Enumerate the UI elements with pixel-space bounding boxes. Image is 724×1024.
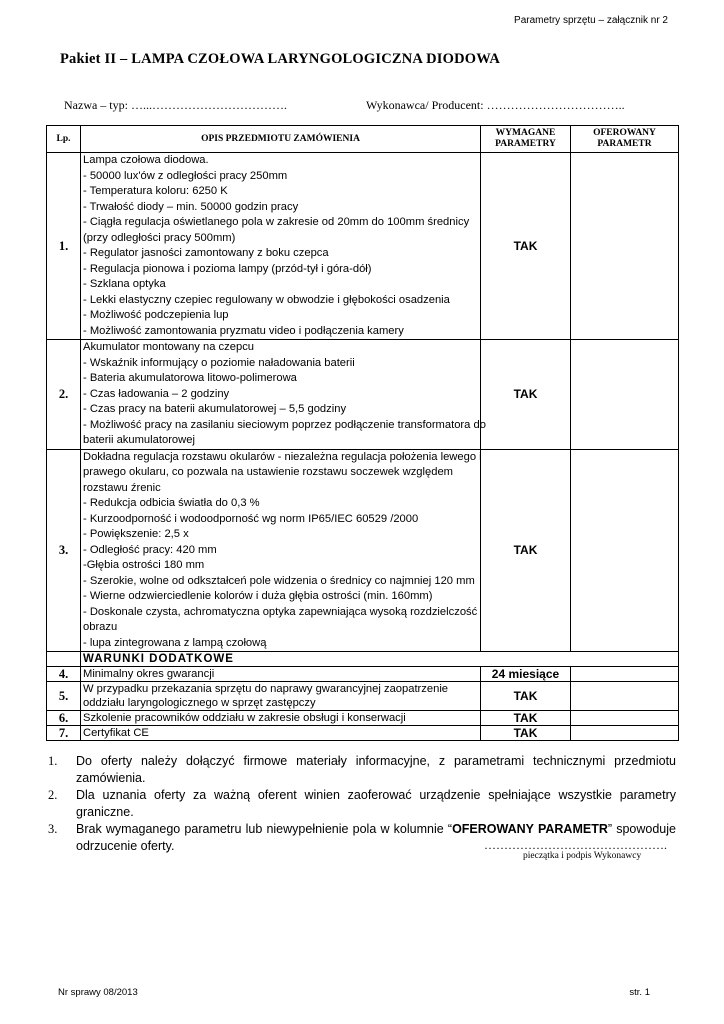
description-line: -Głębia ostrości 180 mm bbox=[83, 559, 205, 571]
meta-line bbox=[64, 98, 684, 113]
description-line: - Doskonale czysta, achromatyczna optyka zapewniająca wysoką rozdzielczość bbox=[83, 605, 478, 618]
row-description bbox=[81, 153, 481, 340]
row-required: 24 miesiące bbox=[481, 667, 571, 682]
row-number: 6. bbox=[47, 711, 81, 726]
note-emphasis: OFEROWANY PARAMETR bbox=[452, 822, 608, 836]
row-offered-field[interactable] bbox=[571, 340, 679, 450]
row-description bbox=[81, 726, 481, 741]
row-required: TAK bbox=[481, 340, 571, 450]
description-line: - Trwałość diody – min. 50000 godzin pracy bbox=[83, 200, 299, 213]
section-row bbox=[47, 652, 679, 667]
row-number: 2. bbox=[47, 340, 81, 450]
page-title: Pakiet II – LAMPA CZOŁOWA LARYNGOLOGICZNA DIODOWA bbox=[60, 51, 501, 67]
table-row bbox=[47, 711, 679, 726]
description-line: - Możliwość podczepienia lup bbox=[83, 309, 229, 321]
description-line: - Temperatura koloru: 6250 K bbox=[83, 185, 228, 197]
description-line: - Bateria akumulatorowa litowo-polimerowa bbox=[83, 372, 297, 384]
description-line: - 50000 lux'ów z odległości pracy 250mm bbox=[83, 169, 288, 182]
signature-label: pieczątka i podpis Wykonawcy bbox=[523, 851, 642, 861]
table-row bbox=[47, 153, 679, 340]
description-line: Lampa czołowa diodowa. bbox=[83, 154, 209, 166]
description-line: - Odległość pracy: 420 mm bbox=[83, 543, 217, 556]
note-text: Dla uznania oferty za ważną oferent winien zaoferować urządzenie spełniające wszystkie parametry graniczne. bbox=[76, 788, 676, 819]
description-line: baterii akumulatorowej bbox=[83, 434, 195, 446]
table-row bbox=[47, 726, 679, 741]
description-line: - Szklana optyka bbox=[83, 278, 166, 290]
description-line: - Lekki elastyczny czepiec regulowany w obwodzie i głębokości osadzenia bbox=[83, 293, 450, 306]
signature-line: ………………………………………. bbox=[484, 838, 667, 852]
description-line: - Możliwość zamontowania pryzmatu video i podłączenia kamery bbox=[83, 324, 404, 337]
row-number: 3. bbox=[47, 449, 81, 652]
row-offered-field[interactable] bbox=[571, 449, 679, 652]
row-offered-field[interactable] bbox=[571, 667, 679, 682]
row-description bbox=[81, 449, 481, 652]
note-number: 3. bbox=[48, 822, 58, 836]
description-line: - lupa zintegrowana z lampą czołową bbox=[83, 636, 267, 649]
description-line: Minimalny okres gwarancji bbox=[83, 668, 215, 680]
row-number: 7. bbox=[47, 726, 81, 741]
specification-table bbox=[46, 125, 679, 741]
header-lp: Lp. bbox=[47, 126, 81, 153]
section-label: WARUNKI DODATKOWE bbox=[81, 652, 679, 667]
row-required: TAK bbox=[481, 682, 571, 711]
description-line: - Kurzoodporność i wodoodporność wg norm IP65/IEC 60529 /2000 bbox=[83, 512, 419, 525]
note-text: ” spowoduje odrzucenie oferty. bbox=[76, 822, 676, 853]
table-row bbox=[47, 682, 679, 711]
description-line: - Regulacja pionowa i pozioma lampy (przód-tył i góra-dół) bbox=[83, 262, 372, 275]
row-description bbox=[81, 711, 481, 726]
table-row bbox=[47, 667, 679, 682]
description-line: - Wskaźnik informujący o poziomie naładowania baterii bbox=[83, 356, 355, 369]
description-line: oddziału laryngologicznego w sprzęt zastępczy bbox=[83, 697, 316, 709]
description-line: W przypadku przekazania sprzętu do naprawy gwarancyjnej zaopatrzenie bbox=[83, 683, 449, 695]
row-description bbox=[81, 340, 486, 450]
row-number: 4. bbox=[47, 667, 81, 682]
row-offered-field[interactable] bbox=[571, 711, 679, 726]
header-offered: OFEROWANY PARAMETR bbox=[571, 126, 679, 153]
description-line: Certyfikat CE bbox=[83, 727, 149, 739]
row-number: 5. bbox=[47, 682, 81, 711]
note-item bbox=[48, 753, 676, 787]
description-line: - Czas pracy na baterii akumulatorowej – 5,5 godziny bbox=[83, 403, 347, 415]
name-type-field: Nazwa – typ: …...……………………………. bbox=[64, 98, 287, 112]
note-number: 2. bbox=[48, 788, 58, 802]
row-offered-field[interactable] bbox=[571, 726, 679, 741]
manufacturer-field: Wykonawca/ Producent: …………………………….. bbox=[366, 98, 625, 112]
row-offered-field[interactable] bbox=[571, 153, 679, 340]
document-reference: Parametry sprzętu – załącznik nr 2 bbox=[514, 15, 668, 26]
note-item bbox=[48, 787, 676, 821]
description-line: (przy odległości pracy 500mm) bbox=[83, 231, 236, 244]
section-spacer bbox=[47, 652, 81, 667]
header-description: OPIS PRZEDMIOTU ZAMÓWIENIA bbox=[81, 126, 481, 153]
table-row bbox=[47, 340, 679, 450]
table-header-row bbox=[47, 126, 679, 153]
table-row bbox=[47, 449, 679, 652]
description-line: - Czas ładowania – 2 godziny bbox=[83, 387, 230, 400]
description-line: - Możliwość pracy na zasilaniu sieciowym poprzez podłączenie transformatora do bbox=[83, 418, 486, 431]
description-line: - Wierne odzwierciedlenie kolorów i duża głębia ostrości (min. 160mm) bbox=[83, 590, 433, 602]
description-line: - Ciągła regulacja oświetlanego pola w zakresie od 20mm do 100mm średnicy bbox=[83, 216, 470, 228]
description-line: Dokładna regulacja rozstawu okularów - niezależna regulacja położenia lewego i bbox=[83, 450, 482, 463]
note-text: Brak wymaganego parametru lub niewypełnienie pola w kolumnie “ bbox=[76, 822, 453, 836]
description-line: - Regulator jasności zamontowany z boku czepca bbox=[83, 247, 329, 259]
description-line: prawego okularu, co pozwala na ustawienie rozstawu soczewek względem bbox=[83, 466, 454, 478]
row-required: TAK bbox=[481, 726, 571, 741]
page-number: str. 1 bbox=[629, 987, 650, 998]
row-required: TAK bbox=[481, 449, 571, 652]
description-line: - Szerokie, wolne od odkształceń pole widzenia o średnicy co najmniej 120 mm bbox=[83, 574, 475, 587]
description-line: rozstawu źrenic bbox=[83, 481, 161, 494]
description-line: Szkolenie pracowników oddziału w zakresie obsługi i konserwacji bbox=[83, 712, 406, 724]
row-required: TAK bbox=[481, 153, 571, 340]
description-line: obrazu bbox=[83, 621, 118, 633]
row-description bbox=[81, 682, 481, 711]
case-number: Nr sprawy 08/2013 bbox=[58, 987, 138, 998]
row-required: TAK bbox=[481, 711, 571, 726]
description-line: Akumulator montowany na czepcu bbox=[83, 341, 255, 353]
note-number: 1. bbox=[48, 754, 58, 768]
row-description bbox=[81, 667, 481, 682]
row-number: 1. bbox=[47, 153, 81, 340]
row-offered-field[interactable] bbox=[571, 682, 679, 711]
description-line: - Redukcja odbicia światła do 0,3 % bbox=[83, 497, 260, 509]
note-text: Do oferty należy dołączyć firmowe materiały informacyjne, z parametrami technicznymi przedmiotu zamówienia. bbox=[76, 754, 676, 785]
description-line: - Powiększenie: 2,5 x bbox=[83, 528, 189, 540]
header-required: WYMAGANE PARAMETRY bbox=[481, 126, 571, 153]
